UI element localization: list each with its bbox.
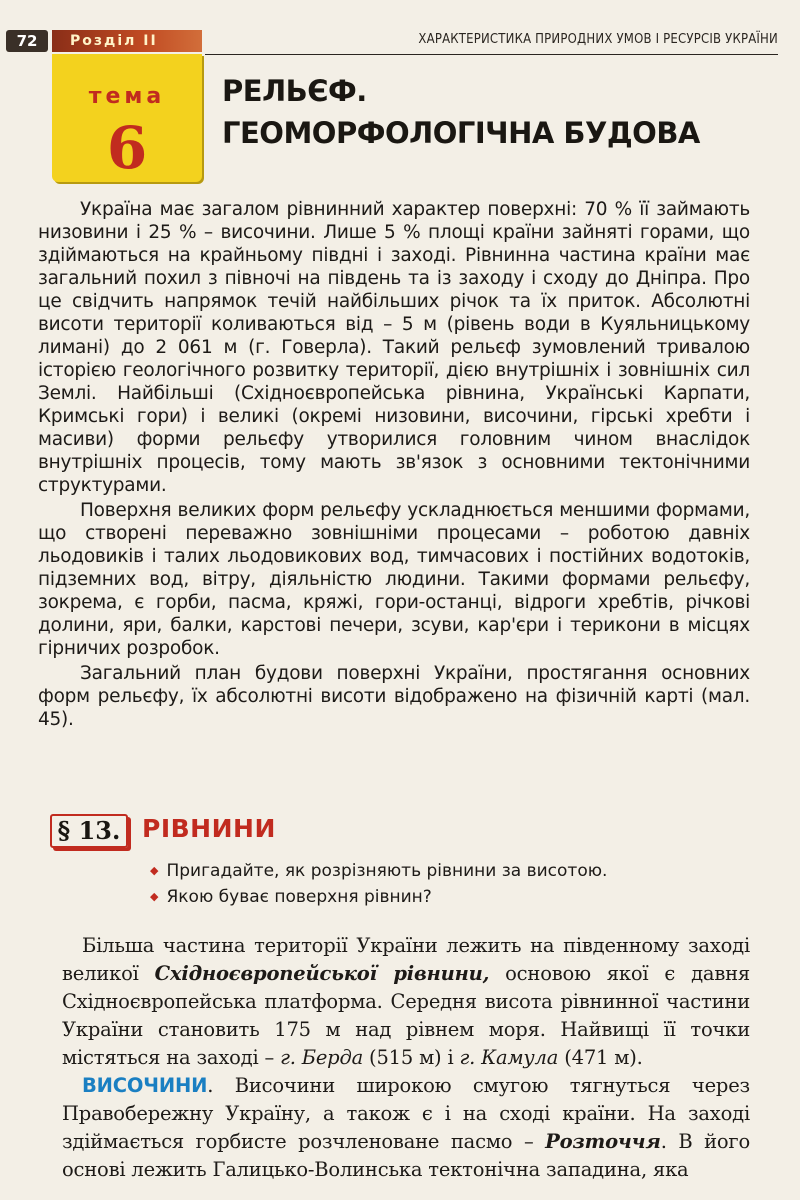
main-paragraph-1: Більша частина території України лежить на південному заході великої Східноєвропейської рівнини, основою якої є давня Східноєвропейська платформа. Середня висота рівнинної частини України становить 175 м над рівнем моря. Найвищі її точки містяться на заході – г. Берда (515 м) і г. Камула (471 м). — [62, 934, 751, 1069]
topic-title-line2: ГЕОМОРФОЛОГІЧНА БУДОВА — [222, 116, 700, 150]
page-header — [0, 28, 800, 54]
section-number-badge: § 13. — [50, 814, 128, 848]
header-rule — [205, 54, 778, 55]
section-title: РІВНИНИ — [142, 814, 276, 843]
question-text: Якою буває поверхня рівнин? — [166, 887, 432, 907]
section-label: Розділ II — [52, 30, 202, 52]
intro-text — [38, 198, 750, 733]
term-roztochia: Розточчя — [545, 1130, 661, 1153]
topic-title-line1: РЕЛЬЄФ. — [222, 74, 367, 108]
intro-paragraph-2: Поверхня великих форм рельєфу ускладнюється меншими формами, що створені переважно зовнішніми процесами – роботою давніх льодовиків і талих льодовикових вод, тимчасових і постійних водотоків, підземних вод, вітру, діяльністю людини. Такими формами рельєфу, зокрема, є горби, пасма, кряжі, гори-останці, відроги хребтів, річкові долини, яри, балки, карстові печери, зсуви, кар'єри і терикони в місцях гірничих розробок. — [38, 500, 750, 659]
topic-badge — [52, 54, 202, 182]
topic-number: 6 — [106, 114, 148, 182]
term-east-european-plain: Східноєвропейської рівнини, — [154, 962, 490, 985]
diamond-bullet-icon: ◆ — [150, 864, 159, 877]
term-kamula: г. Камула — [459, 1046, 559, 1069]
question-item — [150, 884, 607, 910]
review-questions — [150, 858, 607, 910]
keyword-highlands: ВИСОЧИНИ — [82, 1074, 208, 1097]
page-number: 72 — [6, 30, 48, 52]
intro-paragraph-3: Загальний план будови поверхні України, простягання основних форм рельєфу, їх абсолютні висоти відображено на фізичній карті (мал. 45). — [38, 663, 750, 730]
question-text: Пригадайте, як розрізняють рівнини за висотою. — [166, 861, 608, 881]
topic-title — [222, 70, 700, 154]
term-berda: г. Берда — [280, 1046, 364, 1069]
running-title: ХАРАКТЕРИСТИКА ПРИРОДНИХ УМОВ І РЕСУРСІВ УКРАЇНИ — [418, 32, 778, 47]
main-paragraph-2: ВИСОЧИНИ. Височини широкою смугою тягнуться через Правобережну Україну, а також є і на сході країни. На заході здіймається горбисте розчленоване пасмо – Розточчя. В його основі лежить Галицько-Волинська тектонічна западина, яка — [62, 1074, 750, 1181]
diamond-bullet-icon: ◆ — [150, 890, 159, 903]
question-item — [150, 858, 607, 884]
intro-paragraph-1: Україна має загалом рівнинний характер поверхні: 70 % її займають низовини і 25 % – височини. Лише 5 % площі країни зайняті горами, що здіймаються на крайньому півдні і заході. Рівнинна частина країни має загальний похил з півночі на південь та із заходу і сходу до Дніпра. Про це свідчить напрямок течій найбільших річок та їх приток. Абсолютні висоти території коливаються від – 5 м (рівень води в Куяльницькому лимані) до 2 061 м (г. Говерла). Такий рельєф зумовлений тривалою історією геологічного розвитку території, дією внутрішніх і зовнішніх сил Землі. Найбільші (Східноєвропейська рівнина, Українські Карпати, Кримські гори) і великі (окремі низовини, височини, гірські хребти і масиви) форми рельєфу утворилися головним чином внаслідок внутрішніх процесів, тому мають зв'язок з основними тектонічними структурами. — [38, 199, 750, 496]
main-text — [62, 932, 750, 1184]
topic-word: тема — [88, 84, 166, 109]
